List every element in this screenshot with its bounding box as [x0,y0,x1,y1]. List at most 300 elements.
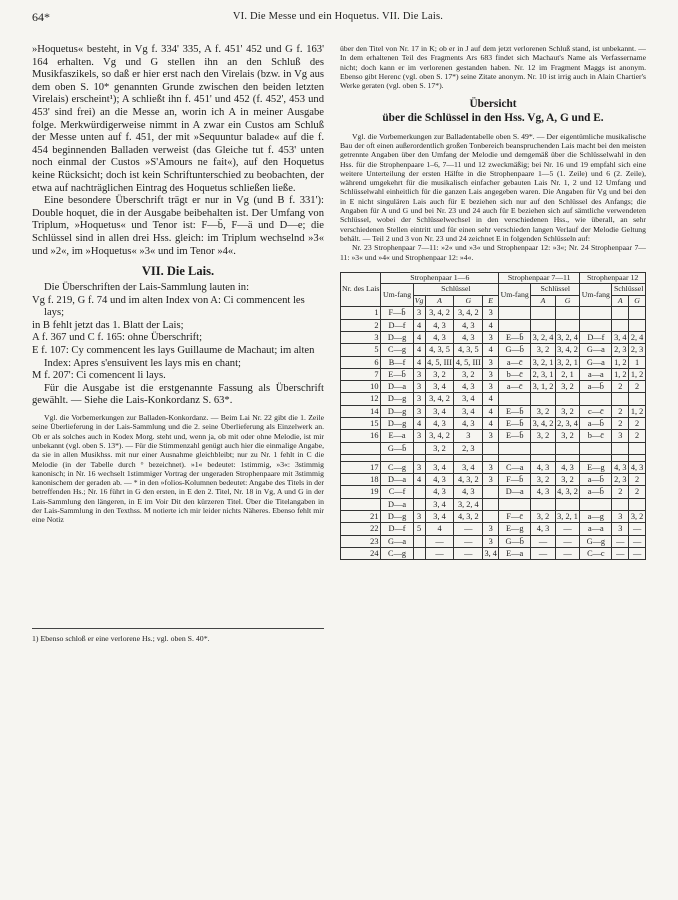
table-cell: 4 [425,523,454,535]
table-cell: 3, 1, 2 [532,382,554,392]
table-cell: b—c̄ [499,368,531,380]
table-cell: 3 [413,307,425,319]
table-cell: E—g [580,461,612,473]
table-row [341,535,646,547]
col-header-group1: Strophenpaar 1—6 [381,272,499,284]
table-cell: 3 [612,523,629,535]
table-cell: 4, 3, 5 [425,344,454,356]
table-cell: 3, 2 [531,405,556,417]
table-cell: 3 [612,430,629,442]
table-cell: 3 [483,356,499,368]
table-cell: 4 [413,474,425,486]
table-cell: 3, 4, 2 [425,307,454,319]
table-cell: 3, 4 [484,548,497,558]
col-header-a-1: A [425,295,454,307]
table-cell [413,486,425,498]
paragraph-lais-intro: Die Überschriften der Lais-Sammlung lauten in: [44,282,250,294]
table-cell: 1 [341,307,381,319]
table-cell [341,498,381,510]
table-cell: 3 [413,381,425,393]
table-cell [499,442,531,454]
table-cell: 4, 3 [454,486,483,498]
table-cell: 3, 4 [425,405,454,417]
table-cell: 2, 3 [612,474,629,486]
table-cell-spacer [612,454,629,461]
table-cell: 3 [341,331,381,343]
table-cell: a—b̄ [580,474,612,486]
table-cell: 3, 2 [555,405,580,417]
right-column [340,44,646,560]
table-cell: 3, 4, 2 [454,307,483,319]
table-cell: 3, 4, 2 [425,430,454,442]
table-cell [531,393,556,405]
table-cell: 3 [413,511,425,523]
table-cell: 2 [341,319,381,331]
table-cell: a—a [580,368,612,380]
table-cell [612,498,629,510]
small-print-top: über den Titel von Nr. 17 in K; ob er in J auf dem jetzt verlorenen Schluß stand, ist unbekannt. — In dem erhaltenen Teil des Fragments Ars 683 findet sich Machaut's Name als Verfassername nicht; doch kann er im verlorenen gestanden haben. Nr. 12 im Fragment Maggs ist anonym. Ebenso gibt Herenc (vgl. oben S. 17*) seine Zitate anonym. Nr. 10 ist irrig auch in Alain Chartier's Werke geraten (vgl. oben S. 17*). [340,44,646,91]
table-cell: G—a [381,535,413,547]
table-cell: F—b̄ [381,307,413,319]
table-cell: 2, 3 [612,344,629,356]
table-cell [629,498,646,510]
col-header-g-2: G [555,295,580,307]
table-cell: E—b̄ [499,430,531,442]
table-cell: D—g [381,393,413,405]
table-cell: G—a [580,344,612,356]
page-header [32,10,644,26]
table-cell: E—b̄ [499,405,531,417]
table-cell: 3, 2 [454,368,483,380]
table-cell: 5 [413,523,425,535]
table-cell: C—f [381,486,413,498]
table-cell: — [629,535,646,547]
table-cell: 4, 3 [629,461,646,473]
table-cell: 22 [341,523,381,535]
heading-entry-b: in B fehlt jetzt das 1. Blatt der Lais; [32,319,184,331]
table-cell: 3, 4 [425,511,454,523]
table-cell: — [612,535,629,547]
table-cell: 3, 2 [555,381,580,393]
table-row [341,430,646,442]
table-row [341,405,646,417]
table-cell: C—g [381,344,413,356]
table-cell: 3 [483,461,499,473]
table-cell: 4, 3 [454,331,483,343]
col-header-umfang-2: Um-fang [499,284,531,307]
table-cell: 4, 5, III [455,357,481,367]
table-cell: c—c̄ [580,405,612,417]
page-number: 64* [32,10,50,24]
col-header-group2: Strophenpaar 7—11 [499,272,580,284]
table-cell: — [454,547,483,559]
table-cell: 4 [483,405,499,417]
table-cell [580,442,612,454]
table-cell-spacer [629,454,646,461]
table-cell: C—c [580,547,612,559]
table-cell: 2 [612,418,629,430]
table-cell: 3 [483,474,499,486]
table-cell: E—a [381,430,413,442]
table-cell: 19 [341,486,381,498]
table-cell: D—a [381,498,413,510]
paragraph-ausgabe: Für die Ausgabe ist die erstgenannte Fassung als Überschrift gewählt. — Siehe die Lais-Konkordanz S. 63*. [32,382,324,407]
table-cell: 3, 4, 2 [425,393,454,405]
heading-entry-m: M f. 207': Ci comencent li lays. [32,370,166,382]
table-cell: 17 [341,461,381,473]
table-cell: G—b̄ [381,442,413,454]
table-cell: C—a [499,461,531,473]
table-cell: a—c̄ [499,356,531,368]
table-cell: 23 [341,535,381,547]
table-cell: 10 [341,381,381,393]
table-cell: 3 [413,405,425,417]
table-cell: 3, 2 [531,430,556,442]
col-header-vg: Vg [414,295,424,305]
table-cell: 1, 2 [629,405,646,417]
running-title: VI. Die Messe und ein Hoquetus. VII. Die Lais. [232,11,444,22]
table-cell: D—a [499,486,531,498]
table-cell: — [531,535,556,547]
table-cell: D—g [381,331,413,343]
table-cell: 4 [413,344,425,356]
table-cell: 24 [341,547,381,559]
table-cell: 3 [483,381,499,393]
table-cell: 1, 2 [612,368,629,380]
table-cell: D—a [381,474,413,486]
table-cell: 4, 3 [425,474,454,486]
table-row [341,356,646,368]
small-print-table-intro: Vgl. die Vorbemerkungen zur Balladentabelle oben S. 49*. — Der eigentümliche musikalische Bau der oft einen außerordentlich großen Tonbereich beanspruchenden Lais macht bei den meisten getrennte Angaben über den Umfang der Melodie und demgemäß über die Schlüsselwahl in den Hss. für die Strophenpaare 1–6, 7—11 und 12 zweckmäßig; bei Nr. 16 und 19 empfahl sich eine weitere Unterteilung der ersten Hälfte in die Strophenpaare 1—5 (1. Zeile) und 6 (2. Zeile), während umgekehrt für die musikalisch einfacher gebauten Lais Nr. 1, 2 und 12 Umfang und Schlüsselwahl einheitlich für die ganzen Lais angegeben waren. Die Angaben für Vg und bei den in E nicht singulären Lais auch für E beziehen sich nur auf den Schlüssel des Anfangs; die Angaben für A und G und bei Nr. 23 und 24 auch für E beziehen sich auf sämtliche verwendeten Schlüssel, wobei der Schlüsselwechsel in den verschiedenen Hss., wie überall, an sehr verschiedenen Stellen eintritt und für einen sehr verschieden langen Verlauf der Melodie Geltung behält. — Teil 2 und 3 von Nr. 23 und 24 zeichnet E in folgenden Schlüsseln auf: [340,131,646,243]
table-cell [629,307,646,319]
table-heading [340,98,646,125]
paragraph-hoquetus: »Hoquetus« besteht, in Vg f. 334' 335, A f. 451' 452 und G f. 163' 164 erhalten. Vg und G stellen ihn an den Schluß des Musikfaszikels, so daß er hier erst nach den Virelais (bzw. in Vg aus dem oben S. 10* genannten Grunde zwischen den beiden letzten Virelais) erscheint¹); A schließt ihn f. 451' und 452 (f. 452', 453 und 453' sind frei) an die Messe an, worin ich A in meiner Ausgabe folge. Merkwürdigerweise nimmt in A zwar ein Custos am Schluß der Messe unten auf f. 451, der mit »Sequuntur balade« auf die f. 454 beginnenden Balladen verweist (das Gleiche tut f. 453' unten noch einmal der Custos »S'Amours ne fait«), auf den Hoquetus keine Rücksicht; doch ist kein Schriftunterschied zu beobachten, der etwa auf nachträglichen Eintrag des Hoquetus schließen ließe. [32,44,324,194]
table-cell: 3, 4, 2 [532,419,554,428]
table-cell: a—b̄ [580,381,612,393]
table-cell: 4, 3 [425,319,454,331]
table-cell: 3, 2 [425,368,454,380]
table-cell: — [555,523,580,535]
table-cell-spacer [425,454,454,461]
table-cell [413,547,425,559]
table-row [341,319,646,331]
table-cell: 5 [341,344,381,356]
table-cell: 4, 3 [425,418,454,430]
table-cell: 3, 2 [629,511,646,523]
table-row [341,547,646,559]
table-cell: D—f [381,319,413,331]
table-cell: 6 [341,356,381,368]
table-cell [483,498,499,510]
table-cell [499,498,531,510]
table-row [341,368,646,380]
table-cell: 4, 3 [531,486,556,498]
table-cell: 4, 3 [425,486,454,498]
table-row [341,511,646,523]
table-cell [499,307,531,319]
table-heading-line1: Übersicht [469,98,517,111]
table-cell: G—a [580,356,612,368]
table-cell: E—a [499,547,531,559]
table-cell: — [425,535,454,547]
table-cell: 4 [413,319,425,331]
table-cell: E—b̄ [499,418,531,430]
table-cell: 2 [629,418,646,430]
table-row [341,381,646,393]
table-cell: 3 [612,511,629,523]
table-cell: 4, 3, 2 [454,511,483,523]
table-cell-spacer [531,454,556,461]
table-cell: 2, 1 [555,368,580,380]
table-cell [580,307,612,319]
table-cell: D—g [381,418,413,430]
table-cell: 3, 4 [425,498,454,510]
table-cell [413,535,425,547]
col-header-g-3: G [629,295,646,307]
table-cell: 4 [483,344,499,356]
table-cell [629,442,646,454]
table-row [341,344,646,356]
table-cell: 3, 4 [454,393,483,405]
table-cell [531,498,556,510]
table-cell: 3, 4 [612,331,629,343]
table-cell: 4, 3 [531,523,556,535]
table-cell [580,498,612,510]
table-cell: 1 [629,356,646,368]
table-cell: 3, 2, 1 [532,357,554,367]
table-cell: B—f [381,356,413,368]
table-cell: 21 [341,511,381,523]
table-cell: 3, 4 [454,461,483,473]
table-cell: 3, 2 [555,474,580,486]
table-cell: 3 [454,430,483,442]
table-cell: — [531,547,556,559]
table-cell: 3 [483,331,499,343]
col-header-schluessel-1: Schlüssel [413,284,499,296]
table-cell: 3, 2 [425,442,454,454]
table-cell: 1, 2 [629,368,646,380]
table-cell [341,442,381,454]
table-cell: 4 [483,418,499,430]
table-cell: 3 [483,368,499,380]
table-cell: 3 [483,307,499,319]
small-print-table-end: Nr. 23 Strophenpaar 7—11: »2« und »3« und Strophenpaar 12: »3«; Nr. 24 Strophenpaar 7—11: »3« und »4« und Strophenpaar 12: »4«. [340,243,646,262]
col-header-group3: Strophenpaar 12 [580,272,646,284]
table-cell: 2 [612,381,629,393]
table-cell: 4, 3 [555,461,580,473]
table-cell: a—c̄ [499,381,531,393]
small-print-notes: Vgl. die Vorbemerkungen zur Balladen-Konkordanz. — Beim Lai Nr. 22 gibt die 1. Zeile seine Überlieferung in der Lais-Sammlung und die 2. seine Überlieferung als Einzelwerk an. Ob er als solches auch in Kodex Morg. steht und, wenn ja, ob mit oder ohne Melodie, ist mir unbekannt (vgl. oben S. 13*). — Für die Stimmenzahl genügt auch hier die einmalige Angabe, da sie in allen Musikhss. mit nur einer Ausnahme gleichbleibt; nur zu Nr. 1 fehlt in C die Melodie (in der Tabelle durch ° bezeichnet). »1« bedeutet: 1stimmig, »3«: 3stimmig kanonisch; in Nr. 16 wechselt 1stimmiger Vortrag der ungeraden Strophenpaare mit 3stimmig kanonischem der geraden ab. — * in den »folios-Kolumnen bedeutet: Angabe des Titels in der betreffenden Hs.; Nr. 16 führt in G den ersten, in E den 2. Titel, Nr. 18 in Vg, A und G in der Lais-Sammlung den längeren, in E im Voir Dit den kürzeren Titel. Über die Titelangaben in der Lais-Sammlung in den Texthss. M notierte ich mir leider nichts Näheres. Ebenso fehlt mir eine Notiz [32,413,324,525]
table-cell: 2 [629,381,646,393]
table-cell: 18 [341,474,381,486]
col-header-umfang-1: Um-fang [381,284,413,307]
table-cell: D—f [580,331,612,343]
table-cell [580,319,612,331]
table-row [341,461,646,473]
table-cell: 3, 4 [425,461,454,473]
table-cell [499,393,531,405]
table-cell [499,319,531,331]
table-cell: 16 [341,430,381,442]
table-cell-spacer [499,454,531,461]
table-cell: 2 [612,405,629,417]
table-row [341,486,646,498]
table-cell: 3 [413,430,425,442]
table-cell [483,486,499,498]
heading-entry-vg: Vg f. 219, G f. 74 und im alten Index von A: Ci commencent les lays; [32,294,305,319]
table-row [341,442,646,454]
table-row [341,498,646,510]
table-cell [629,319,646,331]
table-cell: 14 [341,405,381,417]
table-cell: 4, 3 [612,461,629,473]
table-cell: E—g [499,523,531,535]
table-cell: a—b̄ [580,486,612,498]
table-row [341,523,646,535]
table-cell: b—c̄ [580,430,612,442]
col-header-a-2: A [531,295,556,307]
table-cell: 3 [483,523,499,535]
table-cell: 3, 2 [555,430,580,442]
table-cell: 4 [483,393,499,405]
table-cell: 4 [413,356,425,368]
table-cell: 7 [341,368,381,380]
table-cell: 3, 4 [454,405,483,417]
table-cell [555,498,580,510]
table-row [341,307,646,319]
table-cell: — [629,523,646,535]
heading-entry-e: E f. 107: Cy commencent les lays Guillaume de Machaut; im alten Index: Apres s'ensuivent les lays mis en chant; [32,345,315,369]
table-cell-spacer [341,454,381,461]
table-cell: 3, 4 [425,381,454,393]
table-cell: 4, 3 [454,381,483,393]
table-cell [555,307,580,319]
footnote-rule [32,628,324,629]
table-cell [612,442,629,454]
table-cell: 3, 2 [531,474,556,486]
table-cell: F—b̄ [499,474,531,486]
table-cell: — [612,547,629,559]
table-cell: 3, 2, 4 [532,332,554,342]
table-cell: 2, 3 [454,442,483,454]
table-cell: 4, 5, III [427,357,452,367]
col-header-nr: Nr. des Lais [341,272,381,307]
table-cell: — [425,547,454,559]
table-cell: C—g [381,461,413,473]
col-header-umfang-3: Um-fang [580,284,612,307]
table-cell: 15 [341,418,381,430]
table-cell-spacer [555,454,580,461]
table-cell: 3 [413,461,425,473]
table-cell [612,307,629,319]
table-cell [555,319,580,331]
table-cell: 3, 2, 1 [557,512,578,522]
table-cell: 4, 3 [425,331,454,343]
table-cell: 3 [483,430,499,442]
table-cell: 4 [413,331,425,343]
table-cell: a—b̄ [580,418,612,430]
table-cell: D—g [381,511,413,523]
table-cell: — [555,547,580,559]
table-heading-line2: über die Schlüssel in den Hss. Vg, A, G und E. [382,112,604,125]
table-cell: — [555,535,580,547]
clef-table-body [341,307,646,560]
section-heading-lais: VII. Die Lais. [141,264,215,279]
table-cell-spacer [454,454,483,461]
table-cell [483,442,499,454]
table-cell: 2, 3 [629,344,646,356]
table-cell [612,393,629,405]
table-cell: a—g [580,511,612,523]
table-row [341,331,646,343]
table-cell: 4, 3, 5 [454,344,483,356]
table-cell: E—b̄ [499,331,531,343]
footnote: 1) Ebenso schloß er eine verlorene Hs.; vgl. oben S. 40*. [32,634,210,643]
table-cell-spacer [483,454,499,461]
table-cell: E—b̄ [381,368,413,380]
table-cell: 2 [629,430,646,442]
table-cell [531,307,556,319]
table-cell: F—c̄ [499,511,531,523]
table-cell: 3, 2, 4 [557,332,578,342]
table-cell: D—a [381,381,413,393]
col-header-e: E [483,295,499,307]
table-cell [413,442,425,454]
table-cell: 4 [413,418,425,430]
paragraph-double-hoquet: Eine besondere Überschrift trägt er nur in Vg (und B f. 331'): Double hoquet, die in der Ausgabe beibehalten ist. Der Umfang von Triplum, »Hoquetus« und Tenor ist: F—b̄, F—ä und D—e; die Schlüssel sind in allen drei Hss. gleich: im Triplum wechselnd »3« und »2«, im »Hoquetus« »3« und im Tenor »4«. [32,195,324,257]
table-cell: 4, 3 [454,418,483,430]
table-cell: 2 [612,486,629,498]
table-cell: C—g [381,547,413,559]
table-row-spacer [341,454,646,461]
table-cell-spacer [580,454,612,461]
table-cell [413,498,425,510]
table-cell: 4, 3, 2 [454,474,483,486]
table-cell [555,442,580,454]
table-cell: — [454,535,483,547]
table-cell: 3 [413,368,425,380]
table-cell [555,393,580,405]
table-cell: 2, 3, 4 [557,419,578,428]
table-cell: 2, 4 [629,331,646,343]
table-cell: 2, 3, 1 [532,369,554,379]
table-cell-spacer [413,454,425,461]
table-cell: 3, 4, 2 [557,345,578,355]
col-header-g-1: G [454,295,483,307]
table-cell: 4, 3 [454,319,483,331]
heading-entry-a: A f. 367 und C f. 165: ohne Überschrift; [32,332,203,344]
col-header-schluessel-2: Schlüssel [531,284,580,296]
table-cell [580,393,612,405]
table-cell: 2 [629,486,646,498]
col-header-a-3: A [612,295,629,307]
table-cell: G—b̄ [499,344,531,356]
table-cell: 3, 2 [531,344,556,356]
table-row [341,393,646,405]
table-cell [531,319,556,331]
table-cell [483,511,499,523]
table-cell: — [454,523,483,535]
table-cell: D—g [381,405,413,417]
table-cell: 4 [483,319,499,331]
table-row [341,474,646,486]
table-cell: 3, 2, 4 [454,498,483,510]
col-header-schluessel-3: Schlüssel [612,284,646,296]
table-row [341,418,646,430]
table-cell: a—a [580,523,612,535]
table-cell: 3 [483,535,499,547]
table-cell: 3 [413,393,425,405]
